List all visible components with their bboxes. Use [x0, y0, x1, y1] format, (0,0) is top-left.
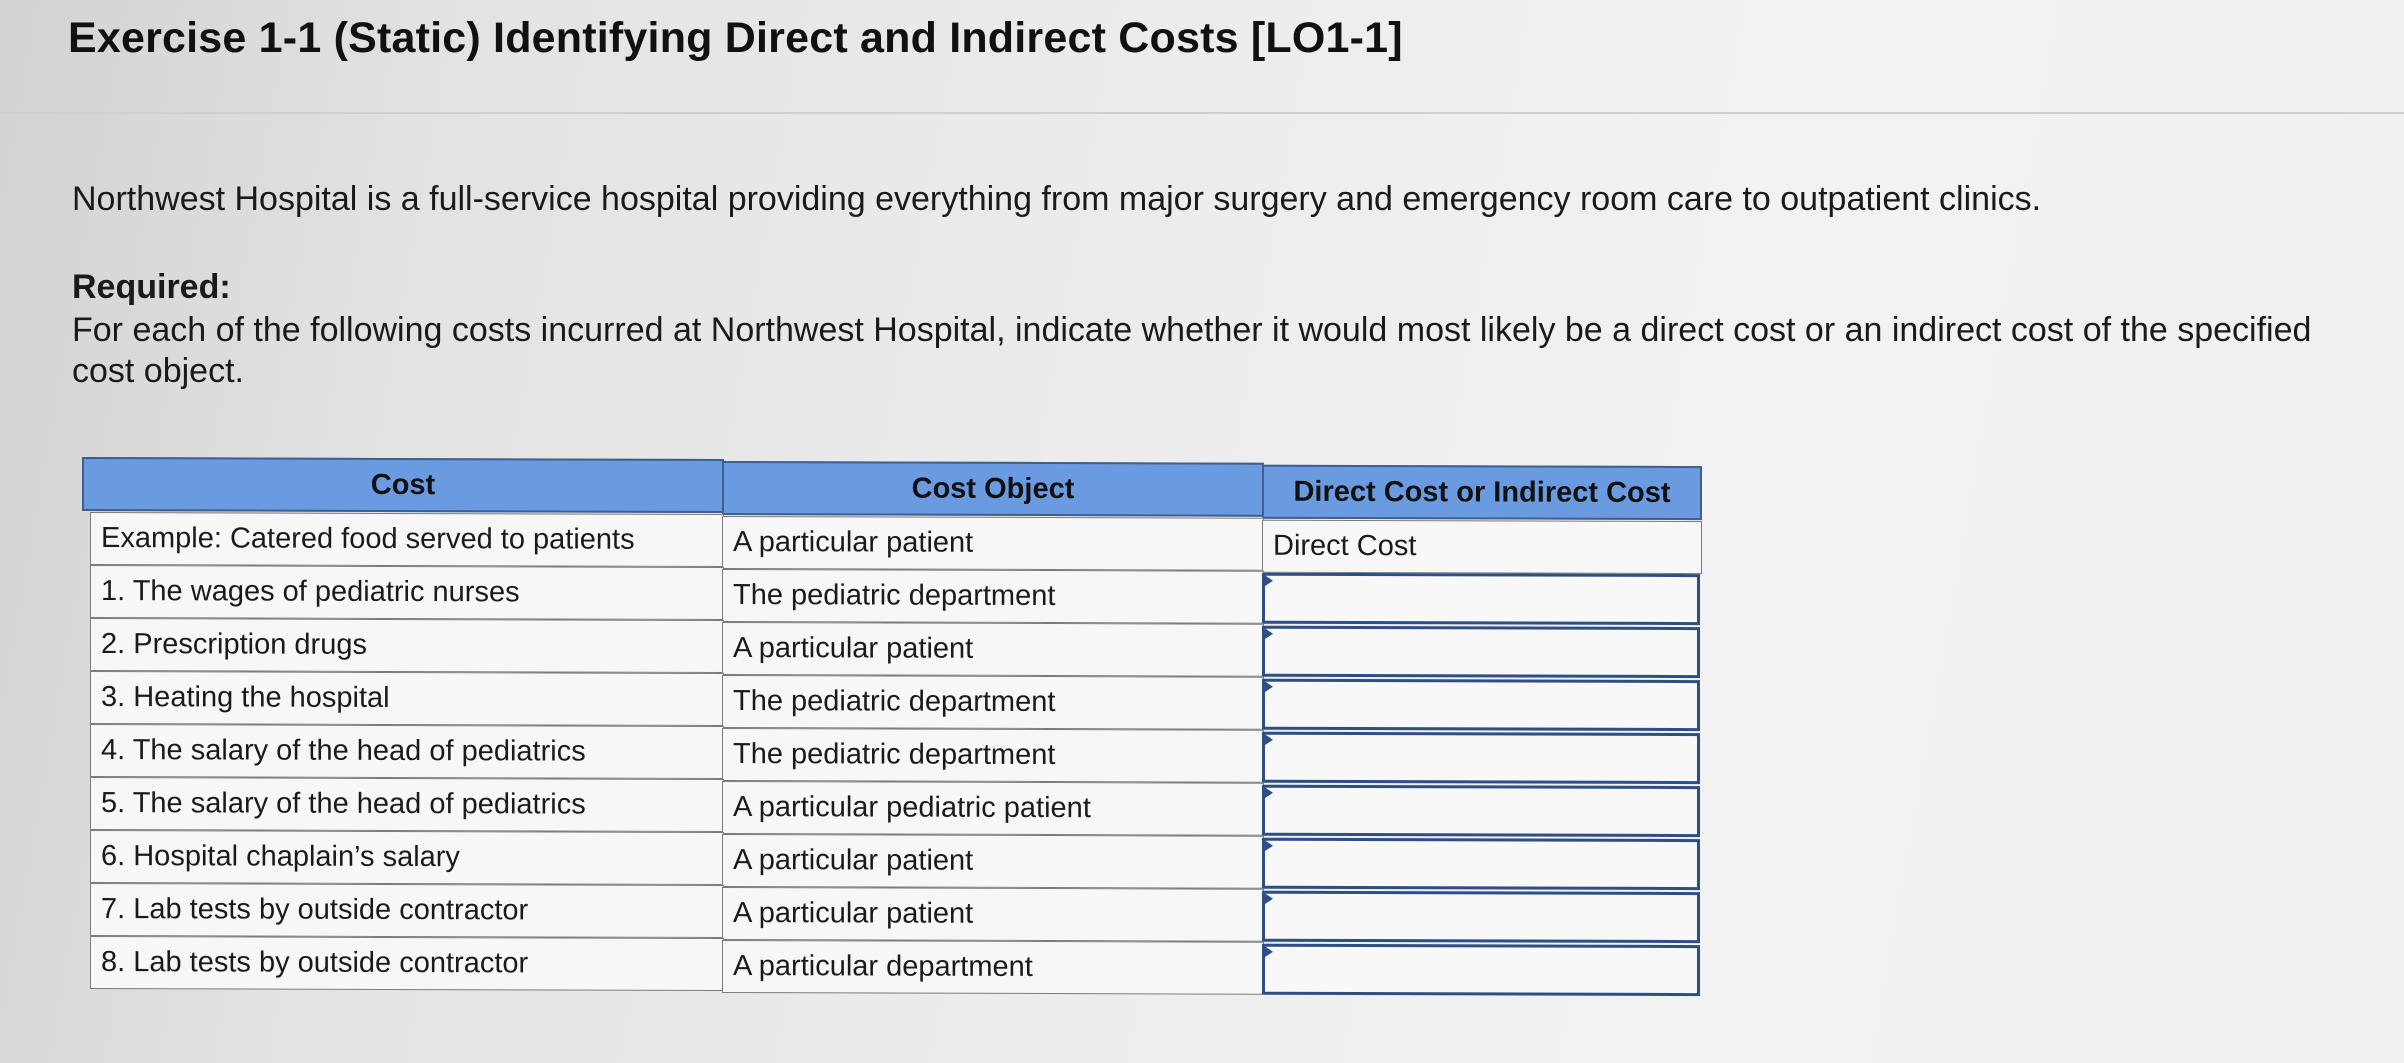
cost-object-cell: A particular patient	[722, 516, 1264, 571]
answer-dropdown-8[interactable]	[1262, 944, 1700, 996]
dropdown-marker-icon	[1264, 893, 1273, 905]
cost-object-cell: The pediatric department	[722, 569, 1264, 624]
answer-dropdown-1[interactable]	[1262, 573, 1700, 625]
required-heading: Required:	[72, 268, 231, 306]
cost-cell: 5. The salary of the head of pediatrics	[90, 777, 724, 832]
cost-object-cell: A particular department	[722, 940, 1264, 995]
dropdown-marker-icon	[1264, 734, 1273, 746]
cost-object-cell: A particular pediatric patient	[722, 781, 1264, 836]
answer-dropdown-3[interactable]	[1262, 679, 1700, 731]
title-divider	[0, 112, 2404, 114]
cost-object-cell: The pediatric department	[722, 675, 1264, 730]
answer-dropdown-7[interactable]	[1262, 891, 1700, 943]
cost-cell: 6. Hospital chaplain’s salary	[90, 830, 724, 885]
cost-cell: 2. Prescription drugs	[90, 618, 724, 673]
header-cost: Cost	[82, 457, 724, 513]
cost-cell: 1. The wages of pediatric nurses	[90, 565, 724, 620]
cost-cell: Example: Catered food served to patients	[90, 512, 724, 567]
answer-dropdown-6[interactable]	[1262, 838, 1700, 890]
dropdown-marker-icon	[1264, 681, 1273, 693]
required-instructions: For each of the following costs incurred at Northwest Hospital, indicate whether it would most likely be a direct cost or an indirect cost of the specified cost object.	[72, 311, 2312, 390]
dropdown-marker-icon	[1264, 787, 1273, 799]
cost-object-cell: A particular patient	[722, 834, 1264, 889]
cost-cell: 8. Lab tests by outside contractor	[90, 936, 724, 991]
dropdown-marker-icon	[1264, 575, 1273, 587]
cost-cell: 7. Lab tests by outside contractor	[90, 883, 724, 938]
dropdown-marker-icon	[1264, 946, 1273, 958]
intro-text: Northwest Hospital is a full-service hospital providing everything from major surgery and emergency room care to outpatient clinics.	[72, 180, 2042, 218]
cost-object-cell: The pediatric department	[722, 728, 1264, 783]
cost-cell: 3. Heating the hospital	[90, 671, 724, 726]
dropdown-marker-icon	[1264, 628, 1273, 640]
dropdown-marker-icon	[1264, 840, 1273, 852]
example-answer-cell: Direct Cost	[1262, 520, 1702, 574]
cost-classification-table	[82, 457, 1702, 992]
cost-cell: 4. The salary of the head of pediatrics	[90, 724, 724, 779]
header-direct-or-indirect: Direct Cost or Indirect Cost	[1262, 465, 1702, 520]
exercise-title: Exercise 1-1 (Static) Identifying Direct and Indirect Costs [LO1-1]	[68, 14, 1403, 62]
header-cost-object: Cost Object	[722, 461, 1264, 517]
cost-object-cell: A particular patient	[722, 887, 1264, 942]
answer-dropdown-2[interactable]	[1262, 626, 1700, 678]
answer-dropdown-5[interactable]	[1262, 785, 1700, 837]
cost-object-cell: A particular patient	[722, 622, 1264, 677]
answer-dropdown-4[interactable]	[1262, 732, 1700, 784]
